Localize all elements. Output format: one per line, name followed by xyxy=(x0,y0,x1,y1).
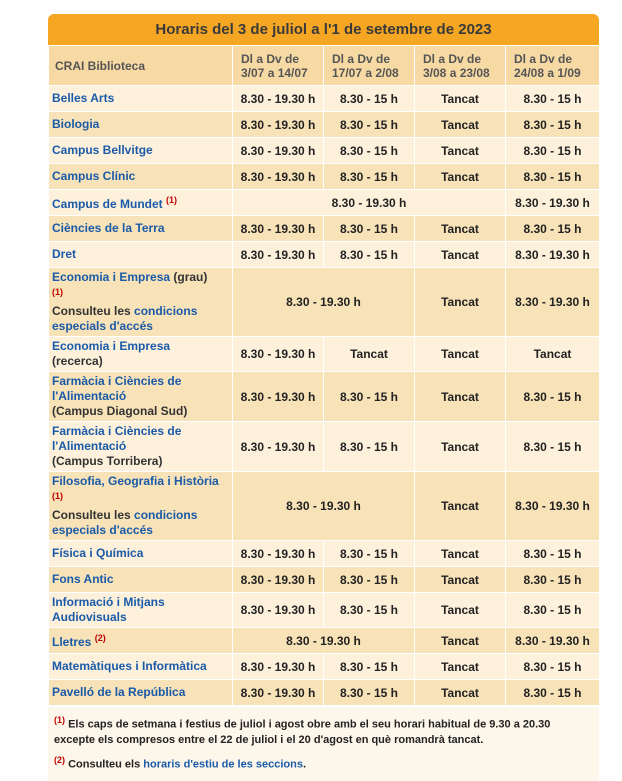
cell-value: 8.30 - 19.30 h xyxy=(233,628,415,654)
table-row xyxy=(49,112,600,138)
cell-value: 8.30 - 19.30 h xyxy=(233,593,324,628)
library-link[interactable]: Dret xyxy=(49,242,233,268)
cell-value: 8.30 - 19.30 h xyxy=(506,628,600,654)
library-link[interactable]: Campus de Mundet xyxy=(52,197,163,211)
cell-value: 8.30 - 15 h xyxy=(324,112,415,138)
header-period-1: Dl a Dv de 3/07 a 14/07 xyxy=(233,46,324,86)
cell-value: Tancat xyxy=(415,268,506,337)
table-row xyxy=(49,337,600,372)
cell-value: 8.30 - 19.30 h xyxy=(506,472,600,541)
conditions-link[interactable]: condicions especials d'accés xyxy=(52,508,198,537)
table-row xyxy=(49,138,600,164)
library-suffix: (recerca) xyxy=(52,354,103,368)
footnote-marker: (2) xyxy=(94,633,106,643)
table-row xyxy=(49,472,600,541)
cell-value: Tancat xyxy=(415,680,506,706)
library-cell xyxy=(49,190,233,216)
cell-value: Tancat xyxy=(415,337,506,372)
footnote-text: . xyxy=(303,758,307,771)
cell-value: Tancat xyxy=(415,242,506,268)
cell-value: 8.30 - 19.30 h xyxy=(233,242,324,268)
library-link[interactable]: Belles Arts xyxy=(49,86,233,112)
footnote-2 xyxy=(54,753,593,773)
library-link[interactable]: Física i Química xyxy=(49,541,233,567)
footnote-marker: (1) xyxy=(166,195,178,205)
cell-value: 8.30 - 15 h xyxy=(506,567,600,593)
cell-value: Tancat xyxy=(415,164,506,190)
summer-hours-link[interactable]: horaris d'estiu de les seccions xyxy=(143,758,303,771)
table-row xyxy=(49,164,600,190)
table-row xyxy=(49,216,600,242)
header-row xyxy=(49,46,600,86)
cell-value: 8.30 - 15 h xyxy=(506,164,600,190)
library-cell xyxy=(49,268,233,337)
library-link[interactable]: Campus Bellvitge xyxy=(49,138,233,164)
library-cell xyxy=(49,628,233,654)
library-cell xyxy=(49,337,233,372)
cell-value: 8.30 - 19.30 h xyxy=(233,112,324,138)
library-link[interactable]: Farmàcia i Ciències de l'Alimentació xyxy=(52,424,182,453)
footnote-text: Consulteu els xyxy=(68,758,141,771)
library-cell xyxy=(49,472,233,541)
cell-value: 8.30 - 15 h xyxy=(324,567,415,593)
cell-value: 8.30 - 19.30 h xyxy=(233,654,324,680)
cell-value: Tancat xyxy=(415,567,506,593)
cell-value: 8.30 - 19.30 h xyxy=(233,86,324,112)
cell-value: 8.30 - 15 h xyxy=(506,680,600,706)
cell-value: Tancat xyxy=(415,86,506,112)
table-row xyxy=(49,654,600,680)
table-row xyxy=(49,190,600,216)
consult-text: Consulteu les xyxy=(52,508,131,522)
table-row xyxy=(49,593,600,628)
cell-value: Tancat xyxy=(415,112,506,138)
cell-value: 8.30 - 15 h xyxy=(324,216,415,242)
header-period-2: Dl a Dv de 17/07 a 2/08 xyxy=(324,46,415,86)
cell-value: 8.30 - 19.30 h xyxy=(233,541,324,567)
cell-value: 8.30 - 19.30 h xyxy=(233,216,324,242)
schedule-table xyxy=(48,45,600,706)
library-link[interactable]: Farmàcia i Ciències de l'Alimentació xyxy=(52,374,182,403)
cell-value: 8.30 - 19.30 h xyxy=(233,422,324,472)
library-link[interactable]: Campus Clínic xyxy=(49,164,233,190)
cell-value: 8.30 - 19.30 h xyxy=(506,268,600,337)
schedule-title: Horaris del 3 de juliol a l'1 de setembre de 2023 xyxy=(48,14,599,45)
cell-value: 8.30 - 15 h xyxy=(506,138,600,164)
cell-value: 8.30 - 19.30 h xyxy=(233,337,324,372)
cell-value: 8.30 - 19.30 h xyxy=(233,372,324,422)
cell-value: Tancat xyxy=(506,337,600,372)
table-row xyxy=(49,567,600,593)
library-suffix: (grau) xyxy=(173,270,208,284)
footnote-marker: (1) xyxy=(52,491,63,501)
cell-value: 8.30 - 19.30 h xyxy=(233,138,324,164)
cell-value: 8.30 - 19.30 h xyxy=(506,190,600,216)
cell-value: 8.30 - 15 h xyxy=(324,654,415,680)
conditions-link[interactable]: condicions especials d'accés xyxy=(52,304,198,333)
library-cell xyxy=(49,372,233,422)
cell-value: 8.30 - 19.30 h xyxy=(233,472,415,541)
schedule-panel xyxy=(48,14,599,781)
table-row xyxy=(49,680,600,706)
library-cell xyxy=(49,422,233,472)
cell-value: 8.30 - 19.30 h xyxy=(233,680,324,706)
footnotes xyxy=(48,706,599,781)
table-row xyxy=(49,242,600,268)
cell-value: 8.30 - 15 h xyxy=(324,372,415,422)
cell-value: Tancat xyxy=(415,216,506,242)
footnote-text: Els caps de setmana i festius de juliol i agost obre amb el seu horari habitual de 9.30 a 20.30 excepte els compresos entre el 22 de juliol i el 20 d'agost en què romandrà tancat. xyxy=(54,718,551,746)
cell-value: Tancat xyxy=(415,593,506,628)
library-link[interactable]: Ciències de la Terra xyxy=(49,216,233,242)
table-row xyxy=(49,86,600,112)
table-row xyxy=(49,628,600,654)
table-row xyxy=(49,541,600,567)
footnote-1 xyxy=(54,713,593,748)
header-library: CRAI Biblioteca xyxy=(49,46,233,86)
library-link[interactable]: Informació i Mitjans Audiovisuals xyxy=(49,593,233,628)
cell-value: Tancat xyxy=(415,372,506,422)
library-link[interactable]: Biologia xyxy=(49,112,233,138)
cell-value: Tancat xyxy=(324,337,415,372)
cell-value: 8.30 - 19.30 h xyxy=(233,567,324,593)
cell-value: 8.30 - 19.30 h xyxy=(233,190,506,216)
cell-value: 8.30 - 15 h xyxy=(324,593,415,628)
cell-value: 8.30 - 15 h xyxy=(506,654,600,680)
library-suffix: (Campus Diagonal Sud) xyxy=(52,404,188,418)
cell-value: 8.30 - 19.30 h xyxy=(233,164,324,190)
cell-value: 8.30 - 15 h xyxy=(324,86,415,112)
footnote-marker: (2) xyxy=(54,754,65,765)
cell-value: 8.30 - 15 h xyxy=(506,216,600,242)
library-link[interactable]: Economia i Empresa xyxy=(52,339,171,353)
cell-value: 8.30 - 15 h xyxy=(506,422,600,472)
cell-value: Tancat xyxy=(415,541,506,567)
cell-value: Tancat xyxy=(415,654,506,680)
cell-value: 8.30 - 15 h xyxy=(324,422,415,472)
cell-value: Tancat xyxy=(415,138,506,164)
library-link[interactable]: Lletres xyxy=(52,635,92,649)
table-row xyxy=(49,422,600,472)
header-period-4: Dl a Dv de 24/08 a 1/09 xyxy=(506,46,600,86)
cell-value: 8.30 - 15 h xyxy=(324,242,415,268)
library-suffix: (Campus Torribera) xyxy=(52,454,163,468)
header-period-3: Dl a Dv de 3/08 a 23/08 xyxy=(415,46,506,86)
library-link[interactable]: Matemàtiques i Informàtica xyxy=(49,654,233,680)
cell-value: Tancat xyxy=(415,422,506,472)
cell-value: Tancat xyxy=(415,472,506,541)
cell-value: 8.30 - 15 h xyxy=(324,164,415,190)
cell-value: 8.30 - 15 h xyxy=(324,541,415,567)
table-row xyxy=(49,372,600,422)
cell-value: 8.30 - 15 h xyxy=(506,112,600,138)
cell-value: Tancat xyxy=(415,628,506,654)
footnote-marker: (1) xyxy=(52,287,63,297)
library-link[interactable]: Filosofia, Geografia i Història xyxy=(52,474,219,488)
table-row xyxy=(49,268,600,337)
cell-value: 8.30 - 15 h xyxy=(506,541,600,567)
cell-value: 8.30 - 19.30 h xyxy=(506,242,600,268)
cell-value: 8.30 - 15 h xyxy=(324,138,415,164)
library-link[interactable]: Economia i Empresa xyxy=(52,270,171,284)
cell-value: 8.30 - 15 h xyxy=(506,593,600,628)
footnote-marker: (1) xyxy=(54,715,65,725)
cell-value: 8.30 - 19.30 h xyxy=(233,268,415,337)
library-link[interactable]: Pavelló de la República xyxy=(49,680,233,706)
cell-value: 8.30 - 15 h xyxy=(506,86,600,112)
library-link[interactable]: Fons Antic xyxy=(49,567,233,593)
cell-value: 8.30 - 15 h xyxy=(506,372,600,422)
cell-value: 8.30 - 15 h xyxy=(324,680,415,706)
consult-text: Consulteu les xyxy=(52,304,131,318)
